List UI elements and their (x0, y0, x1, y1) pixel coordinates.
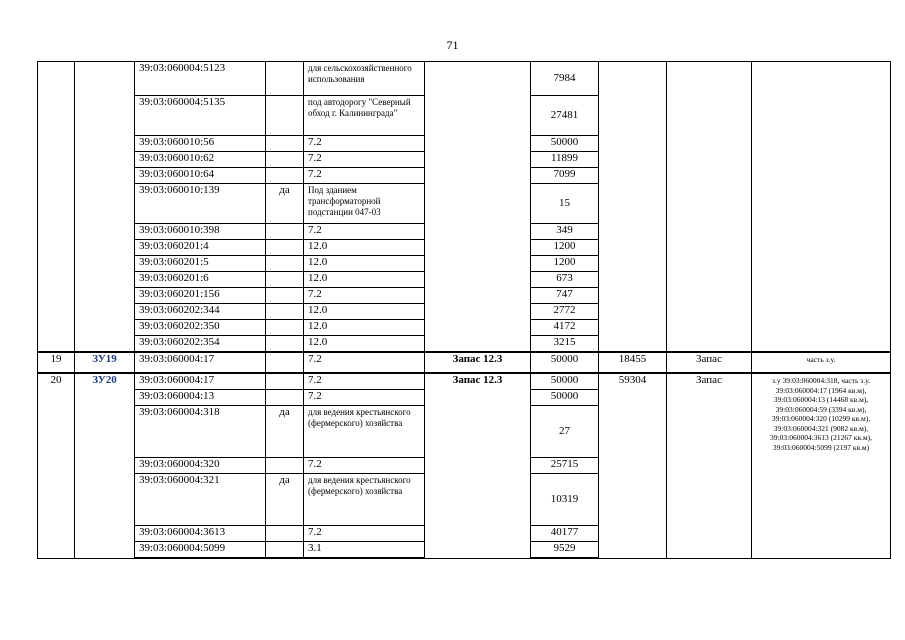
zu-area-cell (599, 62, 667, 353)
flag-cell (266, 152, 304, 168)
flag-cell (266, 373, 304, 390)
note: часть з.у. (752, 352, 891, 373)
cadastral-number: 39:03:060004:17 (135, 352, 266, 373)
area-value: 747 (531, 288, 599, 304)
area-value: 50000 (531, 373, 599, 390)
permitted-use: 7.2 (304, 373, 425, 390)
permitted-use: 7.2 (304, 152, 425, 168)
permitted-use: 7.2 (304, 168, 425, 184)
area-value: 1200 (531, 256, 599, 272)
area-value: 2772 (531, 304, 599, 320)
cadastral-number: 39:03:060010:139 (135, 184, 266, 224)
zu-area: 18455 (599, 352, 667, 373)
flag-cell (266, 224, 304, 240)
area-value: 10319 (531, 474, 599, 526)
area-value: 27 (531, 406, 599, 458)
permitted-use: 12.0 (304, 272, 425, 288)
cadastral-number: 39:03:060004:3613 (135, 526, 266, 542)
table-row-zu19 (38, 352, 891, 373)
permitted-use: 7.2 (304, 526, 425, 542)
flag-cell (266, 256, 304, 272)
zu-code-cell (75, 62, 135, 353)
permitted-use: 7.2 (304, 224, 425, 240)
area-value: 349 (531, 224, 599, 240)
cadastral-number: 39:03:060010:398 (135, 224, 266, 240)
permitted-use: Под зданием трансформаторной подстанции 047-03 (304, 184, 425, 224)
cadastral-number: 39:03:060201:4 (135, 240, 266, 256)
area-value: 40177 (531, 526, 599, 542)
zone-label: Запас 12.3 (425, 352, 531, 373)
cadastral-number: 39:03:060004:5099 (135, 542, 266, 559)
permitted-use: 12.0 (304, 336, 425, 353)
area-value: 3215 (531, 336, 599, 353)
flag-cell (266, 168, 304, 184)
cadastral-number: 39:03:060010:62 (135, 152, 266, 168)
cadastral-number: 39:03:060004:5135 (135, 96, 266, 136)
permitted-use: 7.2 (304, 352, 425, 373)
area-value: 9529 (531, 542, 599, 559)
cadastral-number: 39:03:060201:6 (135, 272, 266, 288)
cadastral-number: 39:03:060004:13 (135, 390, 266, 406)
row-number: 19 (38, 352, 75, 373)
flag-cell (266, 62, 304, 96)
cadastral-number: 39:03:060004:321 (135, 474, 266, 526)
permitted-use: 7.2 (304, 136, 425, 152)
area-value: 50000 (531, 136, 599, 152)
flag-cell: да (266, 474, 304, 526)
cadastral-number: 39:03:060202:350 (135, 320, 266, 336)
flag-cell (266, 542, 304, 559)
cadastral-number: 39:03:060202:354 (135, 336, 266, 353)
permitted-use: 12.0 (304, 240, 425, 256)
permitted-use: 12.0 (304, 320, 425, 336)
note: з.у 39:03:060004:318, часть з.у. 39:03:060004:17 (1964 кв.м), 39:03:060004:13 (14468 кв.м), 39:03:060004:59 (3394 кв.м), 39:03:060004:320 (10299 кв.м), 39:03:060004:321 (9082 кв.м), 39:03:060004:3613 (21267 кв.м), 39:03:060004:5099 (2197 кв.м) (752, 373, 891, 558)
flag-cell (266, 390, 304, 406)
permitted-use: 7.2 (304, 458, 425, 474)
table-row-zu20 (38, 373, 891, 390)
permitted-use: под автодорогу "Северный обход г. Калининграда" (304, 96, 425, 136)
cadastral-number: 39:03:060004:320 (135, 458, 266, 474)
cadastral-number: 39:03:060202:344 (135, 304, 266, 320)
zu-code: ЗУ20 (75, 373, 135, 558)
flag-cell (266, 240, 304, 256)
permitted-use: для сельскохозяйственного использования (304, 62, 425, 96)
area-value: 11899 (531, 152, 599, 168)
flag-cell: да (266, 406, 304, 458)
category: Запас (667, 352, 752, 373)
area-value: 7099 (531, 168, 599, 184)
flag-cell (266, 352, 304, 373)
page-number: 71 (446, 38, 459, 52)
permitted-use: 7.2 (304, 288, 425, 304)
cadastral-number: 39:03:060004:5123 (135, 62, 266, 96)
flag-cell (266, 96, 304, 136)
flag-cell: да (266, 184, 304, 224)
cadastral-number: 39:03:060201:5 (135, 256, 266, 272)
cadastral-number: 39:03:060010:56 (135, 136, 266, 152)
area-value: 15 (531, 184, 599, 224)
zu-code: ЗУ19 (75, 352, 135, 373)
area-value: 50000 (531, 390, 599, 406)
permitted-use: 7.2 (304, 390, 425, 406)
cadastral-number: 39:03:060004:17 (135, 373, 266, 390)
permitted-use: 3.1 (304, 542, 425, 559)
flag-cell (266, 336, 304, 353)
area-value: 1200 (531, 240, 599, 256)
permitted-use: для ведения крестьянского (фермерского) хозяйства (304, 474, 425, 526)
land-plots-table (37, 61, 891, 559)
note-cell (752, 62, 891, 353)
area-value: 4172 (531, 320, 599, 336)
flag-cell (266, 526, 304, 542)
area-value: 7984 (531, 62, 599, 96)
area-value: 50000 (531, 352, 599, 373)
zone-cell (425, 62, 531, 353)
flag-cell (266, 136, 304, 152)
area-value: 27481 (531, 96, 599, 136)
flag-cell (266, 304, 304, 320)
area-value: 25715 (531, 458, 599, 474)
permitted-use: 12.0 (304, 256, 425, 272)
category: Запас (667, 373, 752, 558)
zu-area: 59304 (599, 373, 667, 558)
cadastral-number: 39:03:060201:156 (135, 288, 266, 304)
permitted-use: 12.0 (304, 304, 425, 320)
cadastral-number: 39:03:060010:64 (135, 168, 266, 184)
zone-label: Запас 12.3 (425, 373, 531, 558)
flag-cell (266, 288, 304, 304)
area-value: 673 (531, 272, 599, 288)
row-number: 20 (38, 373, 75, 558)
flag-cell (266, 320, 304, 336)
category-cell (667, 62, 752, 353)
row-number-cell (38, 62, 75, 353)
permitted-use: для ведения крестьянского (фермерского) хозяйства (304, 406, 425, 458)
cadastral-number: 39:03:060004:318 (135, 406, 266, 458)
table-row (38, 62, 891, 96)
flag-cell (266, 458, 304, 474)
flag-cell (266, 272, 304, 288)
